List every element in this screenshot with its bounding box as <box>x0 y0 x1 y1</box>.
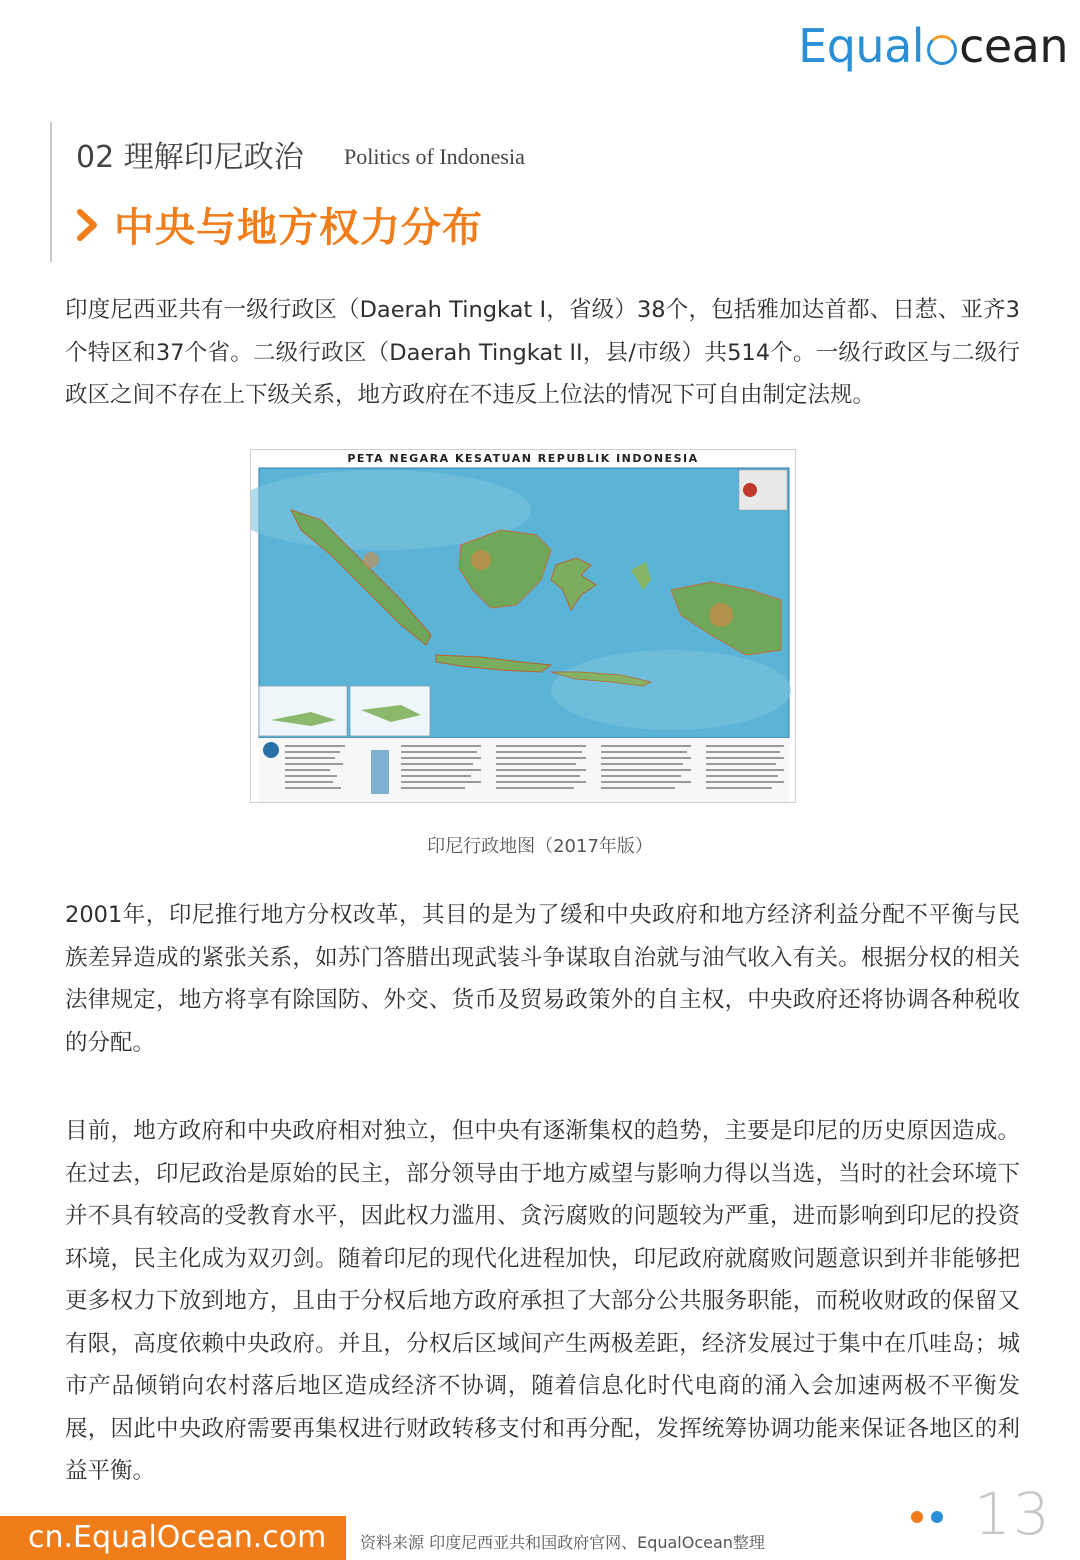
source-note: 资料来源 印度尼西亚共和国政府官网、EqualOcean整理 <box>360 1533 765 1552</box>
section-divider-line <box>50 122 52 262</box>
section-english-title: Politics of Indonesia <box>344 144 525 169</box>
paragraph-admin-divisions: 印度尼西亚共有一级行政区（Daerah Tingkat I，省级）38个，包括雅加达首都、日惹、亚齐3个特区和37个省。二级行政区（Daerah Tingkat II，县/市级）共514个。一级行政区与二级行政区之间不存在上下级关系，地方政府在不违反上位法的情况下可自由制定法规。 <box>65 297 1020 408</box>
orange-dot-icon <box>911 1511 923 1523</box>
chevron-right-icon <box>74 206 100 244</box>
blue-dot-icon <box>931 1511 943 1523</box>
logo-o-icon <box>927 35 957 65</box>
map-caption: 印尼行政地图（2017年版） <box>427 836 653 857</box>
paragraph-centralization: 目前，地方政府和中央政府相对独立，但中央有逐渐集权的趋势，主要是印尼的历史原因造成。在过去，印尼政治是原始的民主，部分领导由于地方威望与影响力得以当选，当时的社会环境下并不具有较高的受教育水平，因此权力滥用、贪污腐败的问题较为严重，进而影响到印尼的投资环境，民主化成为双刃剑。随着印尼的现代化进程加快，印尼政府就腐败问题意识到并非能够把更多权力下放到地方，且由于分权后地方政府承担了大部分公共服务职能，而税收财政的保留又有限，高度依赖中央政府。并且，分权后区域间产生两极差距，经济发展过于集中在爪哇岛；城市产品倾销向农村落后地区造成经济不协调，随着信息化时代电商的涌入会加速两极不平衡发展，因此中央政府需要再集权进行财政转移支付和再分配，发挥统筹协调功能来保证各地区的利益平衡。 <box>65 1118 1020 1484</box>
map-title: PETA NEGARA KESATUAN REPUBLIK INDONESIA <box>347 452 699 465</box>
page-heading: 中央与地方权力分布 <box>114 205 483 251</box>
map-illustration <box>251 450 797 804</box>
footer-website-link[interactable]: cn.EqualOcean.com <box>28 1520 327 1555</box>
equalocean-logo <box>798 18 1068 74</box>
logo-prefix: Equal <box>798 19 925 73</box>
section-number: 02 理解印尼政治 <box>76 140 304 175</box>
indonesia-map <box>250 449 796 803</box>
page-number: 13 <box>974 1480 1052 1548</box>
paragraph-decentralization: 2001年，印尼推行地方分权改革，其目的是为了缓和中央政府和地方经济利益分配不平衡与民族差异造成的紧张关系，如苏门答腊出现武装斗争谋取自治就与油气收入有关。根据分权的相关法律规定，地方将享有除国防、外交、货币及贸易政策外的自主权，中央政府还将协调各种税收的分配。 <box>65 902 1020 1056</box>
logo-suffix: cean <box>959 19 1068 73</box>
